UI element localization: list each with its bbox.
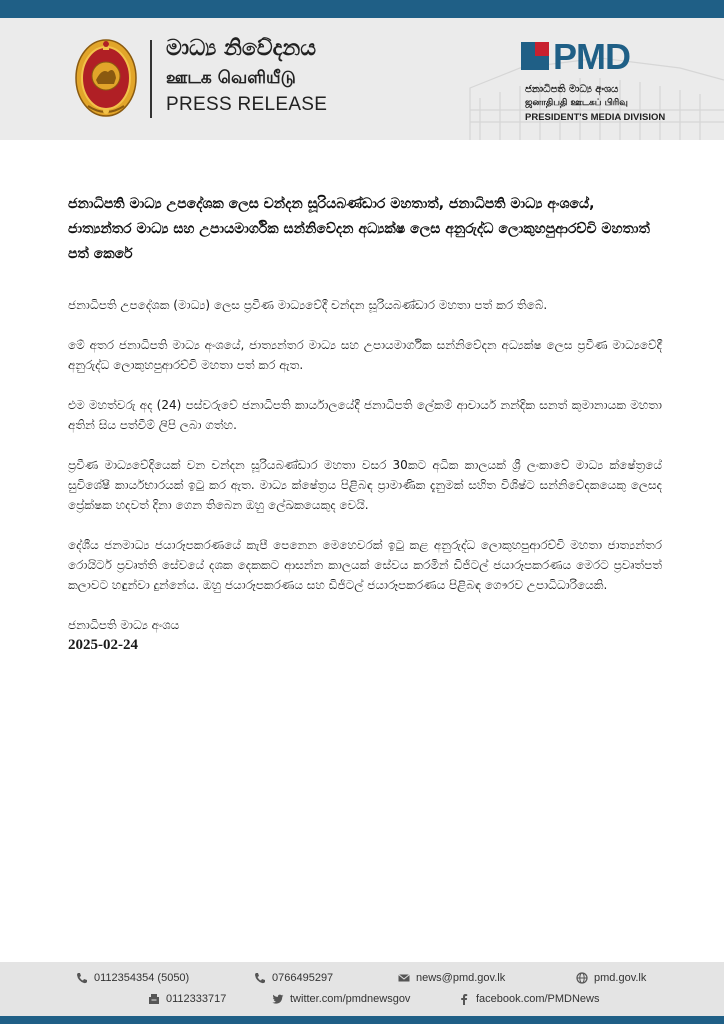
fax-number: 0112333717	[166, 993, 227, 1005]
pmd-name-tamil: ஜனாதிபதி ஊடகப் பிரிவு	[525, 98, 628, 108]
pmd-name-sinhala: ජනාධිපති මාධ්‍ය අංශය	[525, 84, 619, 95]
twitter-handle[interactable]: twitter.com/pmdnewsgov	[290, 993, 411, 1005]
header-divider	[150, 40, 152, 118]
release-date: 2025-02-24	[68, 637, 138, 653]
footer-mobile	[254, 972, 333, 984]
footer-phone	[76, 972, 189, 984]
headline: ජනාධිපති මාධ්‍ය උපදේශක ලෙස චන්දන සූරියබණ්ඩාර මහතාත්, ජනාධිපති මාධ්‍ය අංශයේ, ජාත්‍යන්තර මාධ්‍ය සහ උපායමාර්ගික සන්නිවේදන අධ්‍යක්ෂ ලෙස අනුරුද්ධ ලොකුහපුආරච්චි මහතාත් පත් කෙරේ	[68, 196, 650, 262]
facebook-icon	[458, 993, 470, 1005]
contact-footer	[0, 962, 724, 1018]
signature-organization: ජනාධිපති මාධ්‍ය අංශය	[68, 618, 180, 632]
press-release-body	[68, 192, 662, 655]
title-tamil: ஊடக வெளியீடு	[166, 68, 296, 88]
fax-icon	[148, 993, 160, 1005]
title-sinhala: මාධ්‍ය නිවේදනය	[166, 36, 317, 61]
pmd-logo-accent	[535, 42, 549, 56]
paragraph-4: ප්‍රවීණ මාධ්‍යවේදියෙක් වන චන්දන සූරියබණ්ඩාර මහතා වසර 30කට අධික කාලයක් ශ්‍රී ලංකාවේ මාධ්‍ය ක්ෂේත්‍රයේ සුවිශේෂී කාර්යභාරයක් ඉටු කර ඇත. මාධ්‍ය ක්ෂේත්‍රය පිළිබඳ ප්‍රාමාණික දැනුමක් සහිත විශිෂ්ට සන්නිවේදකයෙකු ලෙසද ප්‍රේක්ෂක හදවත් දිනා ගෙන තිබෙන ඔහු ලේඛකයෙකුද වෙයි.	[68, 458, 662, 512]
bottom-color-bar	[0, 1016, 724, 1024]
phone-icon	[76, 972, 88, 984]
facebook-page[interactable]: facebook.com/PMDNews	[476, 993, 600, 1005]
footer-email[interactable]	[398, 972, 505, 984]
letterhead	[0, 18, 724, 140]
paragraph-5: දේශීය ජනමාධ්‍ය ජයාරූපකරණයේ කැපී පෙනෙන මෙහෙවරක් ඉටු කළ අනුරුද්ධ ලොකුහපුආරච්චි මහතා ජාත්‍යන්තර රොයිටර් ප්‍රවෘත්ති සේවයේ දශක දෙකකට ආසන්න කාලයක් සේවය කරමින් ඩිජිටල් ජයාරූපකරණය මෙරට ප්‍රවෘත්පත් කලාවට හඳුන්වා දුන්නේය. ඔහු ජයාරූපකරණය සහ ඩිජිටල් ජයාරූපකරණය පිළිබඳ ගෞරව උපාධිධාරියෙකි.	[68, 538, 662, 592]
pmd-name-english: PRESIDENT'S MEDIA DIVISION	[525, 112, 666, 123]
email-icon	[398, 972, 410, 984]
footer-twitter[interactable]	[272, 993, 410, 1005]
title-english: PRESS RELEASE	[166, 94, 328, 115]
paragraph-3: එම මහත්වරු අද (24) පස්වරුවේ ජනාධිපති කාර්යාලයේදී ජනාධිපති ලේකම් ආචාර්ය නන්දික සනත් කුමානායක මහතා අතින් සිය පත්වීම් ලිපි ලබා ගත්හ.	[68, 398, 662, 432]
mobile-number: 0766495297	[272, 972, 334, 984]
paragraph-2: මේ අතර ජනාධිපති මාධ්‍ය අංශයේ, ජාත්‍යන්තර මාධ්‍ය සහ උපායමාර්ගික සන්නිවේදන අධ්‍යක්ෂ ලෙස ප්‍රවීණ මාධ්‍යවේදී අනුරුද්ධ ලොකුහපුආරච්චි මහතා පත් කර ඇත.	[68, 338, 662, 372]
pmd-logo-text: PMD	[553, 36, 630, 77]
twitter-icon	[272, 993, 284, 1005]
globe-icon	[576, 972, 588, 984]
email-address[interactable]: news@pmd.gov.lk	[416, 972, 506, 984]
footer-fax	[148, 993, 226, 1005]
footer-facebook[interactable]	[458, 993, 600, 1005]
website-url[interactable]: pmd.gov.lk	[594, 972, 647, 984]
pmd-logo	[521, 38, 651, 82]
sri-lanka-emblem-icon	[74, 38, 138, 120]
paragraph-1: ජනාධිපති උපදේශක (මාධ්‍ය) ලෙස ප්‍රවීණ මාධ්‍යවේදී චන්දන සූරියබණ්ඩාර මහතා පත් කර තිබේ.	[68, 298, 548, 312]
footer-website[interactable]	[576, 972, 646, 984]
mobile-phone-icon	[254, 972, 266, 984]
phone-number: 0112354354 (5050)	[94, 972, 190, 984]
top-color-bar	[0, 0, 724, 18]
